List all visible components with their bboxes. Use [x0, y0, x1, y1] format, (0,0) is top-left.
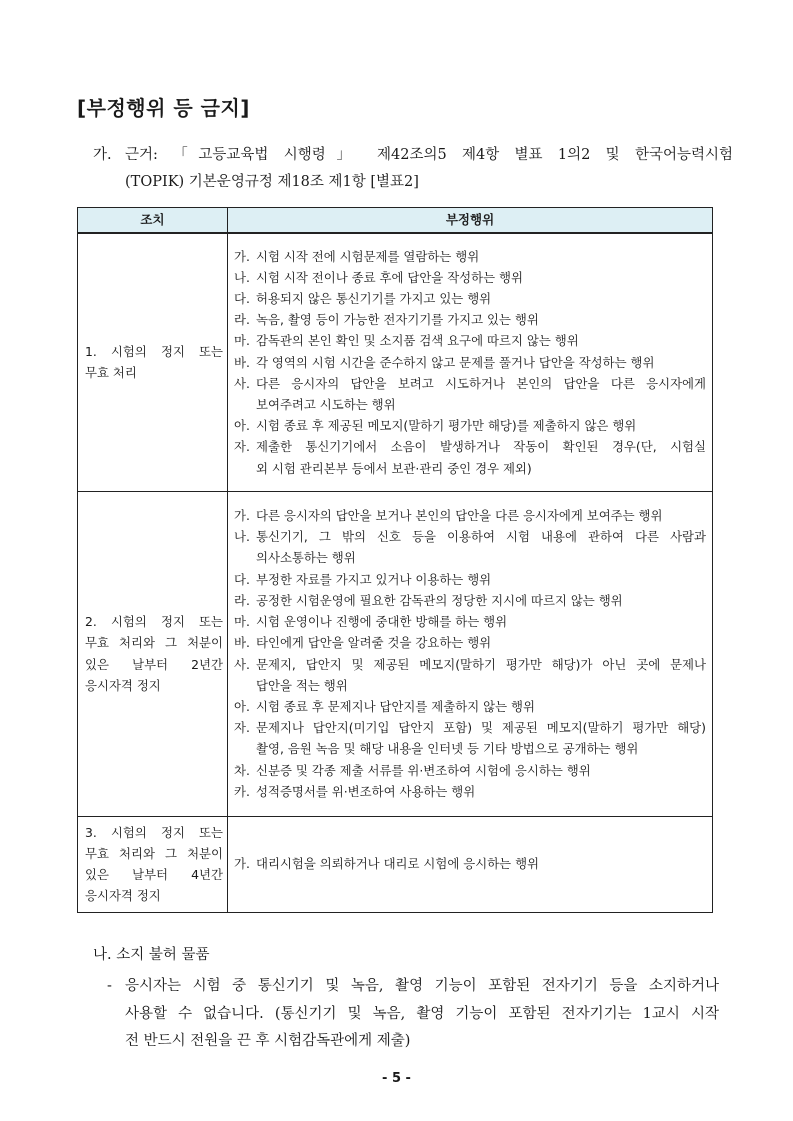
notice-line: 응시자는 시험 중 통신기기 및 녹음, 촬영 기능이 포함된 전자기기 등을 소지하거나 — [125, 978, 719, 994]
notice-dash: - — [107, 978, 112, 994]
item-marker: 사. — [234, 656, 250, 672]
item-marker: 가. — [234, 248, 250, 264]
misconduct-item — [234, 246, 706, 267]
header-misconduct: 부정행위 — [228, 208, 713, 234]
misconduct-item — [234, 330, 706, 351]
item-marker: 카. — [234, 783, 250, 799]
misconduct-item — [234, 569, 706, 590]
item-text: 촬영, 음원 녹음 및 해당 내용을 인터넷 등 기타 방법으로 공개하는 행위 — [256, 741, 639, 757]
item-text: 보여주려고 시도하는 행위 — [256, 397, 396, 413]
item-text: 성적증명서를 위·변조하여 사용하는 행위 — [256, 783, 476, 799]
item-text: 부정한 자료를 가지고 있거나 이용하는 행위 — [256, 571, 492, 587]
item-text: 시험 시작 전이나 종료 후에 답안을 작성하는 행위 — [256, 269, 523, 285]
misconduct-item — [234, 505, 706, 526]
misconduct-table — [77, 207, 713, 913]
item-marker: 차. — [234, 762, 250, 778]
misconduct-item — [234, 853, 706, 874]
notice-text — [125, 973, 719, 1056]
action-line: 3. 시험의 정지 또는 — [85, 824, 223, 840]
misconduct-cell — [228, 491, 713, 816]
item-marker: 자. — [234, 720, 250, 736]
basis-line-2: (TOPIK) 기본운영규정 제18조 제1항 [별표2] — [125, 174, 419, 190]
item-text: 신분증 및 각종 제출 서류를 위·변조하여 시험에 응시하는 행위 — [256, 762, 591, 778]
item-text: 답안을 적는 행위 — [256, 677, 348, 693]
action-cell — [78, 233, 228, 491]
action-cell — [78, 816, 228, 912]
table-header-row — [78, 208, 713, 234]
misconduct-item — [234, 415, 706, 436]
item-text: 감독관의 본인 확인 및 소지품 검색 요구에 따르지 않는 행위 — [256, 333, 579, 349]
misconduct-item — [234, 717, 706, 759]
item-marker: 사. — [234, 375, 250, 391]
item-marker: 바. — [234, 635, 250, 651]
misconduct-cell — [228, 233, 713, 491]
item-marker: 라. — [234, 312, 250, 328]
header-action: 조치 — [78, 208, 228, 234]
item-marker: 아. — [234, 698, 250, 714]
basis-paragraph — [93, 142, 733, 196]
item-text: 외 시험 관리본부 등에서 보관·관리 중인 경우 제외) — [256, 460, 532, 476]
item-text: 문제지, 답안지 및 제공된 메모지(말하기 평가만 해당)가 아닌 곳에 문제나 — [256, 656, 706, 672]
misconduct-item — [234, 373, 706, 415]
notice-line: 사용할 수 없습니다. (통신기기 및 녹음, 촬영 기능이 포함된 전자기기는 1교시 시작 — [125, 1005, 719, 1022]
item-text: 시험 종료 후 문제지나 답안지를 제출하지 않는 행위 — [256, 698, 535, 714]
item-text: 허용되지 않은 통신기기를 가지고 있는 행위 — [256, 291, 492, 307]
page-title: [부정행위 등 금지] — [77, 96, 250, 120]
misconduct-item — [234, 590, 706, 611]
table-body — [78, 233, 713, 912]
misconduct-item — [234, 288, 706, 309]
action-line: 있은 날부터 4년간 — [85, 867, 223, 882]
item-marker: 나. — [234, 269, 250, 285]
item-text: 대리시험을 의뢰하거나 대리로 시험에 응시하는 행위 — [256, 856, 540, 872]
misconduct-item — [234, 632, 706, 653]
action-cell — [78, 491, 228, 816]
item-text: 각 영역의 시험 시간을 준수하지 않고 문제를 풀거나 답안을 작성하는 행위 — [256, 354, 655, 370]
action-line: 있은 날부터 2년간 — [85, 656, 223, 672]
table-row — [78, 233, 713, 491]
item-marker: 아. — [234, 418, 250, 434]
table-row — [78, 816, 713, 912]
item-text: 의사소통하는 행위 — [256, 550, 356, 566]
misconduct-item — [234, 352, 706, 373]
item-marker: 다. — [234, 291, 250, 307]
action-line: 무효 처리와 그 처분이 — [85, 635, 223, 651]
action-line: 2. 시험의 정지 또는 — [85, 614, 223, 630]
item-marker: 가. — [234, 856, 250, 872]
item-text: 녹음, 촬영 등이 가능한 전자기기를 가지고 있는 행위 — [256, 312, 539, 328]
item-marker: 자. — [234, 439, 250, 455]
item-text: 타인에게 답안을 알려줄 것을 강요하는 행위 — [256, 635, 492, 651]
item-text: 공정한 시험운영에 필요한 감독관의 정당한 지시에 따르지 않는 행위 — [256, 592, 623, 608]
item-text: 문제지나 답안지(미기입 답안지 포함) 및 제공된 메모지(말하기 평가만 해당) — [256, 720, 706, 736]
item-text: 다른 응시자의 답안을 보거나 본인의 답안을 다른 응시자에게 보여주는 행위 — [256, 508, 663, 524]
action-line: 무효 처리 — [85, 365, 137, 381]
action-line: 응시자격 정지 — [85, 677, 161, 693]
item-marker: 가. — [234, 508, 250, 524]
misconduct-item — [234, 654, 706, 696]
basis-label: 가. — [93, 147, 112, 163]
section-prohibited-items: 나. 소지 불허 물품 — [93, 947, 210, 963]
page-number: - 5 - — [382, 1071, 411, 1086]
misconduct-item — [234, 309, 706, 330]
item-marker: 나. — [234, 529, 250, 545]
action-line: 응시자격 정지 — [85, 888, 161, 904]
misconduct-item — [234, 611, 706, 632]
item-text: 제출한 통신기기에서 소음이 발생하거나 작동이 확인된 경우(단, 시험실 — [256, 439, 706, 455]
misconduct-item — [234, 436, 706, 478]
misconduct-item — [234, 267, 706, 288]
item-text: 시험 시작 전에 시험문제를 열람하는 행위 — [256, 248, 480, 264]
notice-line: 전 반드시 전원을 끈 후 시험감독관에게 제출) — [125, 1033, 411, 1049]
misconduct-item — [234, 526, 706, 568]
misconduct-cell — [228, 816, 713, 912]
item-marker: 마. — [234, 614, 250, 630]
table-row — [78, 491, 713, 816]
misconduct-item — [234, 760, 706, 781]
item-text: 시험 종료 후 제공된 메모지(말하기 평가만 해당)를 제출하지 않은 행위 — [256, 418, 637, 434]
item-text: 통신기기, 그 밖의 신호 등을 이용하여 시험 내용에 관하여 다른 사람과 — [256, 529, 706, 545]
item-marker: 바. — [234, 354, 250, 370]
misconduct-item — [234, 781, 706, 802]
item-marker: 마. — [234, 333, 250, 349]
item-marker: 다. — [234, 571, 250, 587]
action-line: 무효 처리와 그 처분이 — [85, 845, 223, 861]
misconduct-item — [234, 696, 706, 717]
item-text: 시험 운영이나 진행에 중대한 방해를 하는 행위 — [256, 614, 508, 630]
basis-line-1: 근거: 「고등교육법 시행령」 제42조의5 제4항 별표 1의2 및 한국어능력시험 — [125, 147, 733, 163]
item-text: 다른 응시자의 답안을 보려고 시도하거나 본인의 답안을 다른 응시자에게 — [256, 375, 706, 391]
item-marker: 라. — [234, 592, 250, 608]
prohibited-items-notice — [107, 973, 719, 1056]
action-line: 1. 시험의 정지 또는 — [85, 344, 223, 360]
